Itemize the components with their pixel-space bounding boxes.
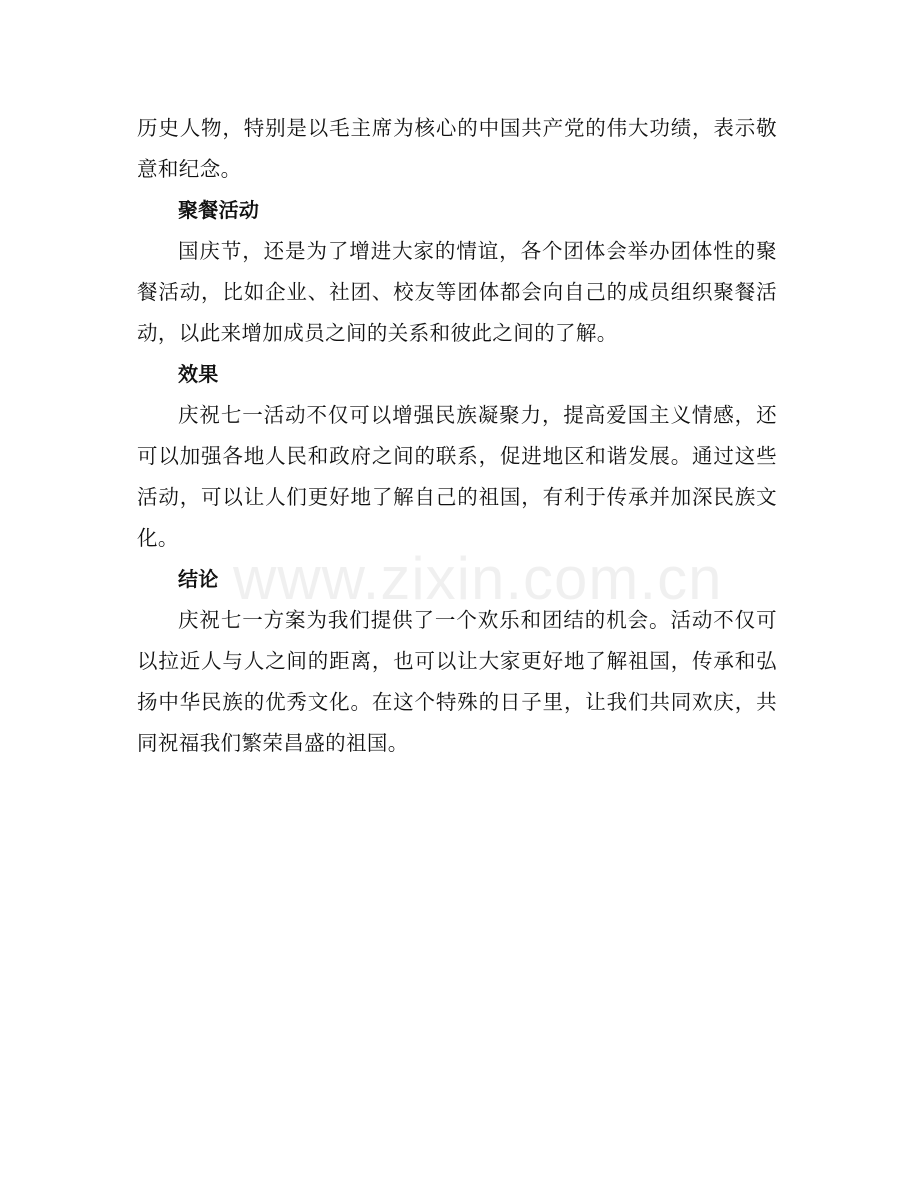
watermark: www.zixin.com.cn	[233, 545, 723, 612]
section-heading-conclusion: 结论	[178, 567, 219, 591]
section-heading-effect: 效果	[178, 362, 219, 386]
intro-paragraph: 历史人物，特别是以毛主席为核心的中国共产党的伟大功绩，表示敬意和纪念。	[137, 116, 777, 181]
section-heading-dining: 聚餐活动	[178, 198, 260, 222]
section-paragraph-conclusion: 庆祝七一方案为我们提供了一个欢乐和团结的机会。活动不仅可以拉近人与人之间的距离，也可以让大家更好地了解祖国，传承和弘扬中华民族的优秀文化。在这个特殊的日子里，让我们共同欢庆，共同祝福我们繁荣昌盛的祖国。	[137, 608, 777, 755]
section-paragraph-dining: 国庆节，还是为了增进大家的情谊，各个团体会举办团体性的聚餐活动，比如企业、社团、校友等团体都会向自己的成员组织聚餐活动，以此来增加成员之间的关系和彼此之间的了解。	[137, 239, 777, 345]
section-paragraph-effect: 庆祝七一活动不仅可以增强民族凝聚力，提高爱国主义情感，还可以加强各地人民和政府之间的联系，促进地区和谐发展。通过这些活动，可以让人们更好地了解自己的祖国，有利于传承并加深民族文化。	[137, 403, 777, 550]
document-body	[137, 108, 777, 764]
